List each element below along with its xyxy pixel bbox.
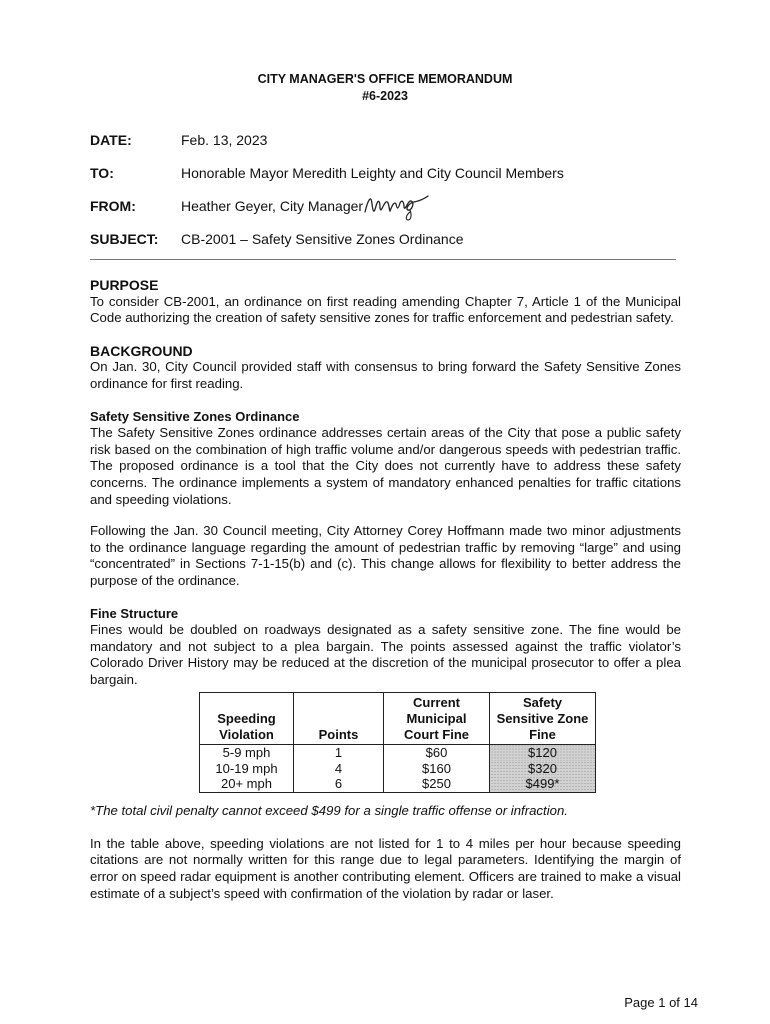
fine-structure-text: Fines would be doubled on roadways designated as a safety sensitive zone. The fine would be mandatory and not subject to a plea bargain. The points assessed against the traffic violator’s Colorado Driver History may be reduced at the discretion of the municipal prosecutor to offer a plea bargain. [90,622,681,687]
background-text: On Jan. 30, City Council provided staff with consensus to bring forward the Safety Sensitive Zones ordinance for first reading. [90,359,681,391]
fine-table-header-row [200,693,596,744]
header-points: Points [294,693,384,744]
signature-icon [362,190,432,222]
memo-title-line1: CITY MANAGER'S OFFICE MEMORANDUM [257,72,513,86]
table-cell: 5-9 mph [200,744,294,760]
from-label: FROM: [90,198,136,214]
table-cell: $160 [384,761,490,777]
background-heading: BACKGROUND [90,342,193,359]
date-label: DATE: [90,132,132,148]
subject-value: CB-2001 – Safety Sensitive Zones Ordinance [181,231,464,247]
to-label: TO: [90,165,114,181]
table-cell: 6 [294,776,384,792]
memo-number: #6-2023 [362,89,408,103]
fine-table [199,692,596,793]
table-cell: 1 [294,744,384,760]
header-safety-zone-fine: Safety Sensitive Zone Fine [490,693,596,744]
purpose-heading: PURPOSE [90,277,159,293]
closing-paragraph: In the table above, speeding violations are not listed for 1 to 4 miles per hour because speeding citations are not normally written for this range due to legal parameters. Identifying the margin of error on speed radar equipment is another contributing element. Officers are trained to make a visual estimate of a subject’s speed with confirmation of the violation by radar or laser. [90,835,681,901]
table-cell: 10-19 mph [200,761,294,777]
table-row [200,761,596,777]
table-cell: $120 [490,744,596,760]
ordinance-paragraph-2: Following the Jan. 30 Council meeting, City Attorney Corey Hoffmann made two minor adjustments to the ordinance language regarding the amount of pedestrian traffic by removing “large” and using “concentrated” in Sections 7-1-15(b) and (c). This change allows for flexibility to better address the purpose of the ordinance. [90,523,681,588]
date-value: Feb. 13, 2023 [181,132,268,148]
ordinance-paragraph-1: The Safety Sensitive Zones ordinance addresses certain areas of the City that pose a public safety risk based on the combination of high traffic volume and/or dangerous speeds with pedestrian traffic. The proposed ordinance is a tool that the City does not currently have to address these safety concerns. The ordinance implements a system of mandatory enhanced penalties for traffic citations and speeding violations. [90,425,681,507]
purpose-text: To consider CB-2001, an ordinance on first reading amending Chapter 7, Article 1 of the Municipal Code authorizing the creation of safety sensitive zones for traffic enforcement and pedestrian safety. [90,293,681,326]
header-divider [90,259,676,260]
table-cell: $60 [384,744,490,760]
header-current-fine: Current Municipal Court Fine [384,693,490,744]
subject-label: SUBJECT: [90,231,159,247]
table-cell: 20+ mph [200,776,294,792]
fine-structure-heading: Fine Structure [90,605,179,621]
table-cell: 4 [294,761,384,777]
header-speeding-violation: Speeding Violation [200,693,294,744]
page-number: Page 1 of 14 [624,995,698,1010]
to-value: Honorable Mayor Meredith Leighty and City Council Members [181,165,564,181]
table-row [200,744,596,760]
memo-title [0,71,770,105]
from-value: Heather Geyer, City Manager [181,198,364,214]
ordinance-heading: Safety Sensitive Zones Ordinance [90,408,300,424]
table-row [200,776,596,792]
table-footnote: *The total civil penalty cannot exceed $499 for a single traffic offense or infraction. [90,803,568,819]
table-cell: $250 [384,776,490,792]
table-cell: $499* [490,776,596,792]
table-cell: $320 [490,761,596,777]
memo-body [90,277,681,902]
